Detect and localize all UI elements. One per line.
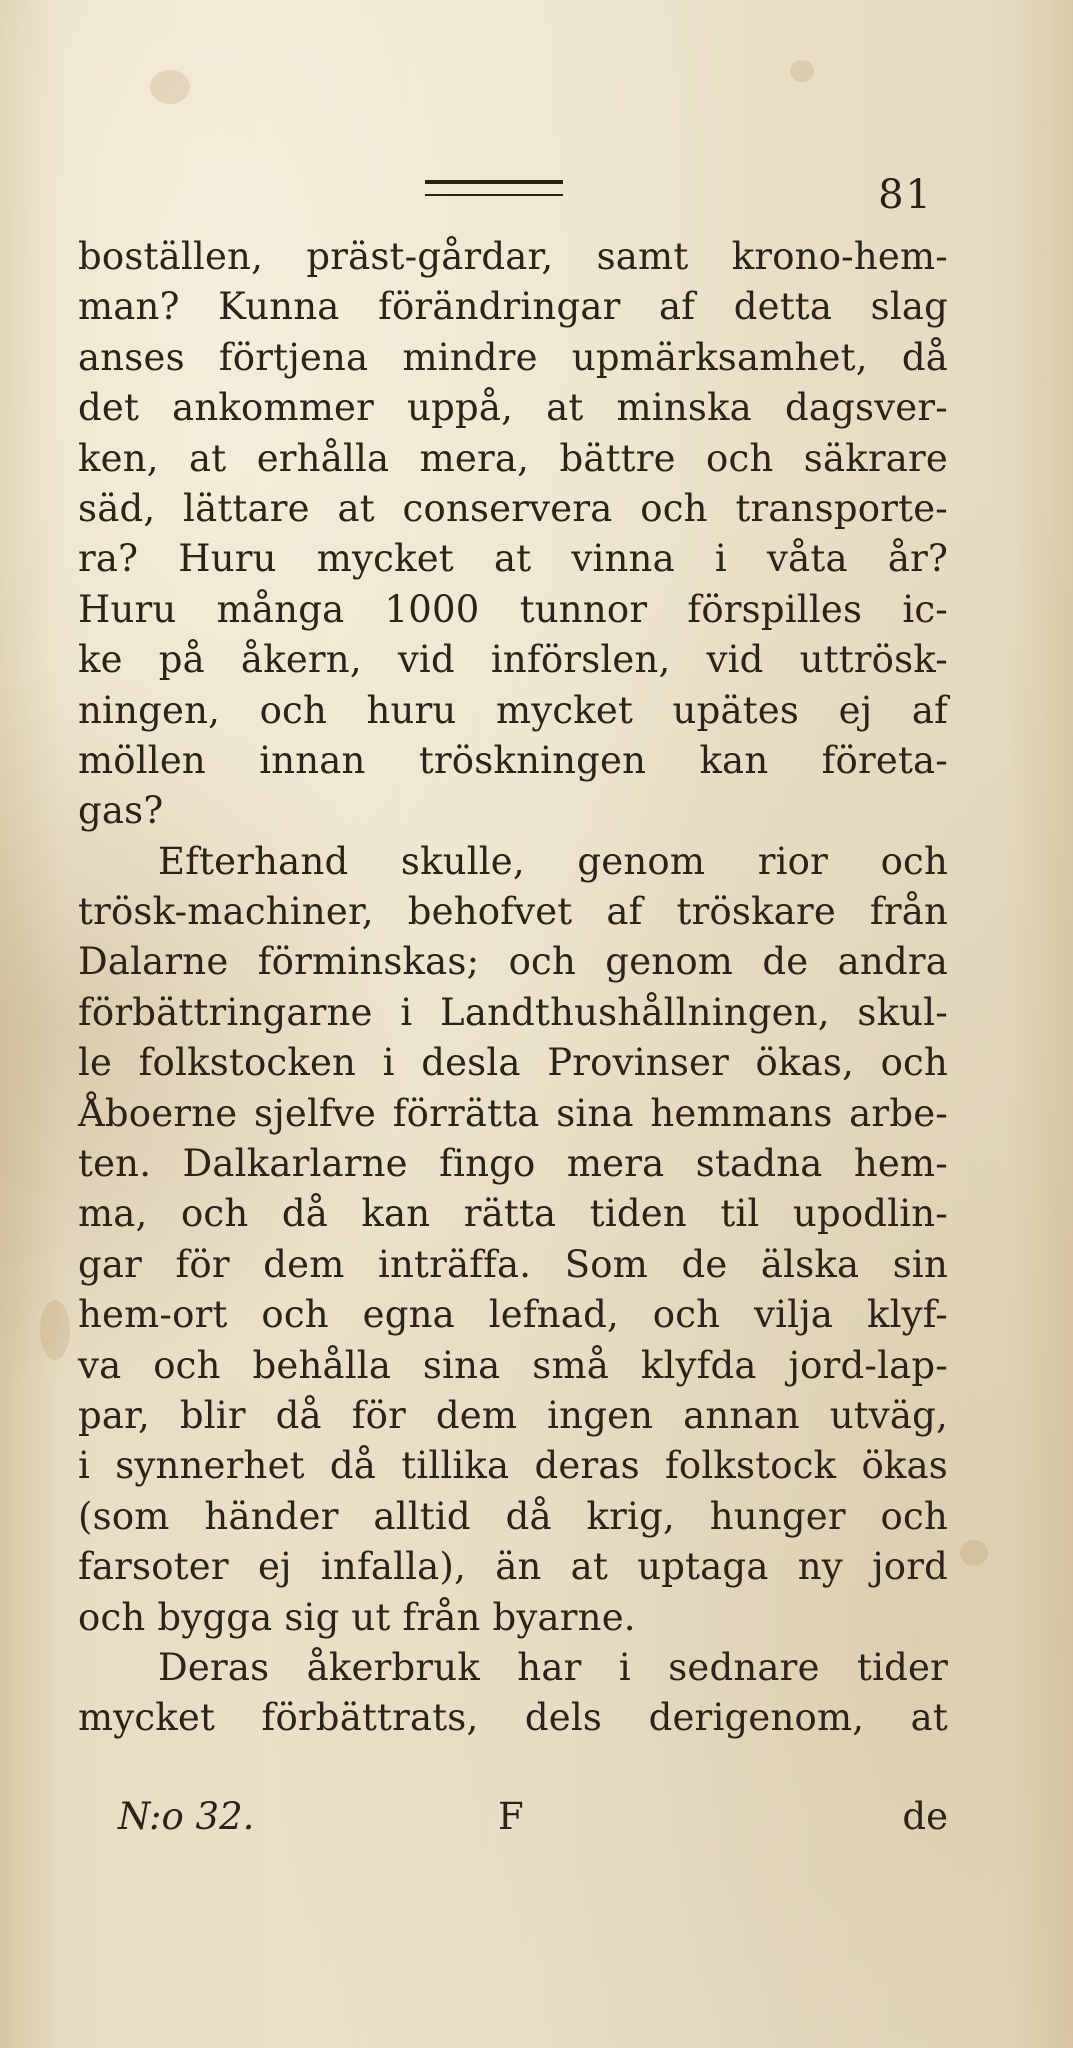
text-line: ken, at erhålla mera, bättre och säkrare (78, 436, 948, 480)
text-line: ma, och då kan rätta tiden til upodlin- (78, 1192, 948, 1236)
text-line: det ankommer uppå, at minska dagsver- (78, 386, 948, 430)
text-line: anses förtjena mindre upmärksamhet, då (78, 335, 948, 379)
text-line: ten. Dalkarlarne fingo mera stadna hem- (78, 1142, 948, 1186)
text-line: gas? (78, 789, 164, 833)
text-line: gar för dem inträffa. Som de älska sin (78, 1242, 948, 1286)
paper-stain (960, 1540, 988, 1566)
text-line: par, blir då för dem ingen annan utväg, (78, 1393, 948, 1437)
paper-stain (790, 60, 814, 82)
text-line: farsoter ej infalla), än at uptaga ny jord (78, 1545, 948, 1589)
text-line: va och behålla sina små klyfda jord-lap- (78, 1343, 948, 1387)
body-text (78, 232, 948, 1744)
signature-mark: N:o 32. (118, 1795, 255, 1838)
paper-stain (40, 1300, 70, 1360)
text-line: ra? Huru mycket at vinna i våta år? (78, 537, 948, 581)
text-line: ningen, och huru mycket upätes ej af (78, 688, 948, 732)
paper-stain (150, 70, 190, 104)
page-number: 81 (878, 172, 933, 218)
text-line: Åboerne sjelfve förrätta sina hemmans arbe- (78, 1091, 948, 1135)
text-line: Huru många 1000 tunnor förspilles ic- (78, 587, 948, 631)
text-line: Efterhand skulle, genom rior och (158, 839, 948, 883)
text-line: förbättringarne i Landthushållningen, skul- (78, 990, 948, 1034)
text-line: man? Kunna förändringar af detta slag (78, 285, 948, 329)
page-footer (118, 1795, 948, 1847)
text-line: ke på åkern, vid införslen, vid uttrösk- (78, 638, 948, 682)
text-line: och bygga sig ut från byarne. (78, 1595, 636, 1639)
text-line: säd, lättare at conservera och transporte- (78, 486, 948, 530)
header-rule (425, 180, 563, 196)
text-line: boställen, präst-gårdar, samt krono-hem- (78, 235, 948, 278)
text-line: möllen innan tröskningen kan företa- (78, 738, 948, 782)
text-line: i synnerhet då tillika deras folkstock ökas (78, 1444, 948, 1488)
text-line: trösk-machiner, behofvet af tröskare från (78, 890, 948, 934)
text-line: le folkstocken i desla Provinser ökas, och (78, 1041, 948, 1085)
text-line: (som händer alltid då krig, hunger och (78, 1494, 948, 1538)
catchword: de (902, 1795, 948, 1838)
sheet-letter: F (498, 1795, 524, 1838)
text-line: Deras åkerbruk har i sednare tider (158, 1645, 948, 1689)
text-line: Dalarne förminskas; och genom de andra (78, 940, 948, 984)
text-line: hem-ort och egna lefnad, och vilja klyf- (78, 1293, 948, 1337)
text-line: mycket förbättrats, dels derigenom, at (78, 1696, 948, 1740)
